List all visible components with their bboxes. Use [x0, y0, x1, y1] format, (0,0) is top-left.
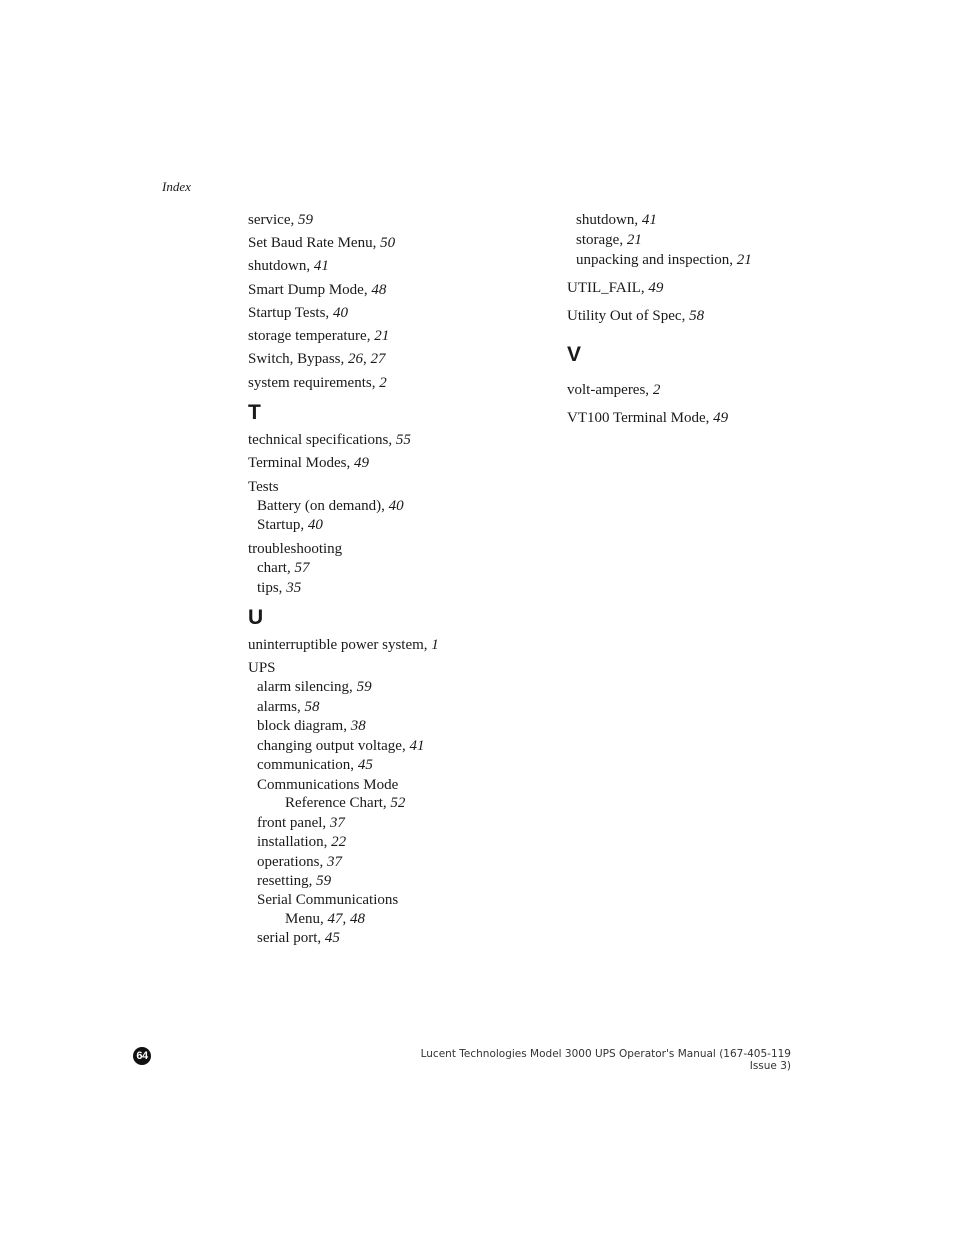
index-entry: UPS — [248, 660, 276, 676]
index-subentry: installation, 22 — [257, 834, 347, 850]
index-entry: VT100 Terminal Mode, 49 — [567, 410, 729, 426]
letter-heading-t: T — [248, 401, 261, 424]
index-subentry: shutdown, 41 — [576, 212, 657, 228]
index-entry: Switch, Bypass, 26, 27 — [248, 351, 386, 367]
index-subentry: Serial Communications — [257, 892, 399, 908]
index-entry: troubleshooting — [248, 541, 343, 557]
index-subentry-continuation: Reference Chart, 52 — [285, 795, 406, 811]
index-subentry: tips, 35 — [257, 580, 302, 596]
letter-heading-v: V — [567, 343, 582, 366]
index-subentry: Communications Mode — [257, 777, 399, 793]
index-entry: Startup Tests, 40 — [248, 305, 348, 321]
index-subentry: storage, 21 — [576, 232, 642, 248]
index-entry: Tests — [248, 479, 279, 495]
running-header: Index — [162, 179, 191, 194]
index-subentry: alarms, 58 — [257, 699, 320, 715]
index-entry: volt-amperes, 2 — [567, 382, 661, 398]
index-subentry: serial port, 45 — [257, 930, 340, 946]
index-subentry-continuation: Menu, 47, 48 — [285, 911, 365, 927]
index-subentry: front panel, 37 — [257, 815, 345, 831]
index-subentry: Startup, 40 — [257, 517, 323, 533]
index-entry: service, 59 — [248, 212, 313, 228]
index-entry: system requirements, 2 — [248, 375, 387, 391]
index-subentry: communication, 45 — [257, 757, 373, 773]
index-entry: storage temperature, 21 — [248, 328, 390, 344]
index-subentry: block diagram, 38 — [257, 718, 366, 734]
index-subentry: resetting, 59 — [257, 873, 332, 889]
index-entry: Smart Dump Mode, 48 — [248, 282, 387, 298]
index-entry: Set Baud Rate Menu, 50 — [248, 235, 396, 251]
index-entry: Terminal Modes, 49 — [248, 455, 370, 471]
index-subentry: changing output voltage, 41 — [257, 738, 425, 754]
index-subentry: chart, 57 — [257, 560, 310, 576]
index-entry: Utility Out of Spec, 58 — [567, 308, 705, 324]
page-number-badge: 64 — [133, 1047, 151, 1065]
letter-heading-u: U — [248, 606, 264, 629]
index-subentry: Battery (on demand), 40 — [257, 498, 404, 514]
index-entry: technical specifications, 55 — [248, 432, 411, 448]
footer-title: Lucent Technologies Model 3000 UPS Operator's Manual (167-405-119 Issue 3) — [420, 1048, 791, 1072]
index-entry: UTIL_FAIL, 49 — [567, 280, 664, 296]
index-subentry: alarm silencing, 59 — [257, 679, 372, 695]
index-subentry: unpacking and inspection, 21 — [576, 252, 752, 268]
index-entry: shutdown, 41 — [248, 258, 329, 274]
index-entry: uninterruptible power system, 1 — [248, 637, 439, 653]
index-subentry: operations, 37 — [257, 854, 342, 870]
